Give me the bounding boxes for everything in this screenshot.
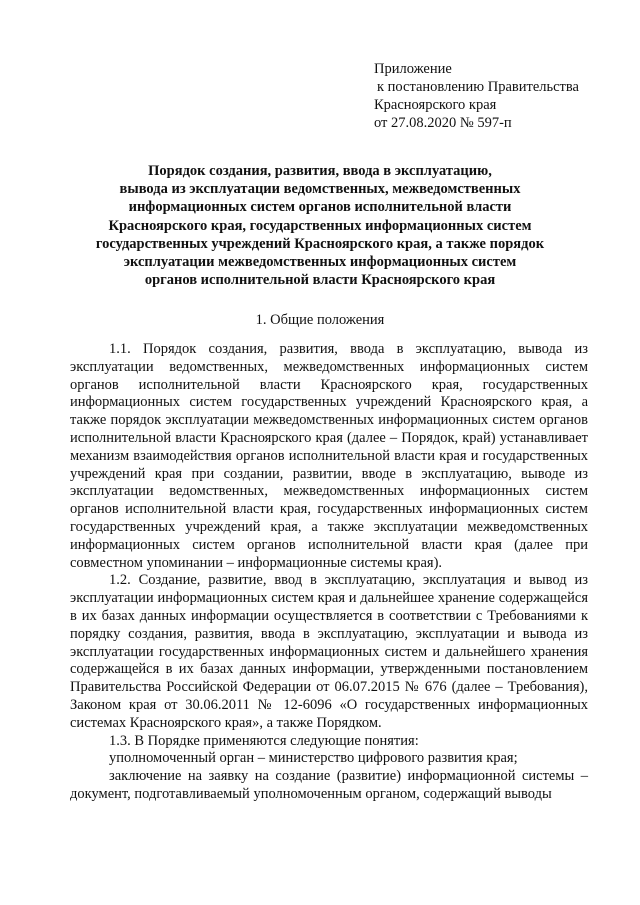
appendix-date-number: от 27.08.2020 № 597-п [374,115,512,131]
appendix-resolution-ref: к постановлению Правительства [377,79,579,95]
definition-conclusion: заключение на заявку на создание (развитие) информационной системы – документ, подготавливаемый уполномоченным органом, содержащий выводы [70,768,588,802]
document-body [70,341,588,804]
paragraph-1-2: 1.2. Создание, развитие, ввод в эксплуатацию, эксплуатация и вывод из эксплуатации информационных систем края и дальнейшее хранение содержащейся в их базах данных информации осуществляется в соответствии с Требованиями к порядку создания, развития, ввода в эксплуатацию, эксплуатации и вывода из эксплуатации государственных информационных систем и дальнейшего хранения содержащейся в их базах данных информации, утвержденными постановлением Правительства Российской Федерации от 06.07.2015 № 676 (далее – Требования), Законом края от 30.06.2011 № 12-6096 «О государственных информационных системах Красноярского края», а также Порядком. [70,572,588,731]
title-line: вывода из эксплуатации ведомственных, межведомственных [119,181,521,198]
title-line: органов исполнительной власти Красноярского края [144,272,496,289]
document-title [70,162,570,289]
title-line: Красноярского края, государственных информационных систем [108,217,532,234]
title-line: Порядок создания, развития, ввода в эксплуатацию, [148,163,492,179]
appendix-region: Красноярского края [374,97,497,113]
appendix-block [374,60,579,132]
appendix-label: Приложение [374,61,452,77]
section-heading: 1. Общие положения [255,312,385,328]
paragraph-1-3: 1.3. В Порядке применяются следующие понятия: [109,732,419,749]
definition-authorized-body: уполномоченный орган – министерство цифрового развития края; [109,750,518,767]
title-line: эксплуатации межведомственных информационных систем [123,254,517,271]
title-line: государственных учреждений Красноярского края, а также порядок [95,235,545,252]
paragraph-1-1: 1.1. Порядок создания, развития, ввода в эксплуатацию, вывода из эксплуатации ведомственных, межведомственных информационных систем органов исполнительной власти Красноярского края, государственных информационных систем государственных учреждений Красноярского края, а также порядок эксплуатации межведомственных информационных систем органов исполнительной власти Красноярского края (далее – Порядок, край) устанавливает механизм взаимодействия органов исполнительной власти края и государственных учреждений края при создании, развитии, вводе в эксплуатацию, выводе из эксплуатации ведомственных, межведомственных информационных систем органов исполнительной власти края, государственных информационных систем государственных учреждений края, а также эксплуатации межведомственных информационных систем органов исполнительной власти края (далее при совместном упоминании – информационные системы края). [70,341,588,571]
title-line: информационных систем органов исполнительной власти [128,199,512,216]
